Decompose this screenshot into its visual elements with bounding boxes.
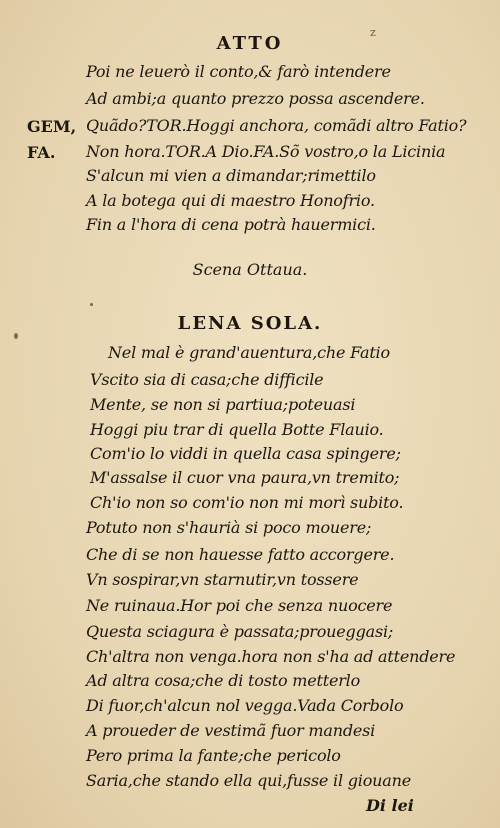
- scene-title: Scena Ottaua.: [192, 260, 308, 279]
- verse-line: Di fuor,ch'alcun nol vegga.Vada Corbolo: [86, 696, 404, 715]
- verse-line: Com'io lo viddi in quella casa spingere;: [90, 444, 401, 463]
- ink-speck: [90, 303, 93, 306]
- verse-line: Hoggi piu trar di quella Botte Flauio.: [90, 420, 384, 439]
- verse-line: M'assalse il cuor vna paura,vn tremito;: [90, 468, 400, 487]
- verse-line: Fin a l'hora di cena potrà hauermici.: [86, 215, 376, 234]
- speaker-heading: LENA SOLA.: [177, 313, 323, 334]
- verse-line: Mente, se non si partiua;poteuasi: [90, 395, 356, 414]
- verse-line: S'alcun mi vien a dimandar;rimettilo: [86, 166, 376, 185]
- verse-line: A la botega qui di maestro Honofrio.: [86, 191, 375, 210]
- corner-mark: z: [370, 26, 376, 39]
- verse-line: Ad altra cosa;che di tosto metterlo: [86, 671, 361, 690]
- verse-line: Vn sospirar,vn starnutir,vn tossere: [86, 570, 359, 589]
- margin-speaker-gem: GEM,: [27, 117, 77, 136]
- verse-line: Pero prima la fante;che pericolo: [86, 746, 341, 765]
- verse-line: Potuto non s'haurià si poco mouere;: [86, 518, 372, 537]
- verse-line: Questa sciagura è passata;proueggasi;: [86, 622, 394, 641]
- margin-speaker-fa: FA.: [27, 143, 56, 162]
- verse-line: Saria,che stando ella qui,fusse il giouane: [86, 771, 411, 790]
- verse-line: Non hora.TOR.A Dio.FA.Sõ vostro,o la Licinia: [86, 142, 446, 161]
- running-header: ATTO: [216, 33, 284, 54]
- verse-line: A proueder de vestimã fuor mandesi: [86, 721, 376, 740]
- verse-line: Poi ne leuerò il conto,& farò intendere: [86, 62, 391, 81]
- ink-speck: [14, 333, 18, 339]
- verse-line: Vscito sia di casa;che difficile: [90, 370, 324, 389]
- verse-line: Nel mal è grand'auentura,che Fatio: [108, 343, 390, 362]
- catchword: Di lei: [366, 796, 414, 815]
- verse-line: Ad ambi;a quanto prezzo possa ascendere.: [86, 89, 425, 108]
- verse-line: Quãdo?TOR.Hoggi anchora, comãdi altro Fatio?: [86, 116, 467, 135]
- verse-line: Ch'io non so com'io non mi morì subito.: [90, 493, 404, 512]
- verse-line: Ch'altra non venga.hora non s'ha ad attendere: [86, 647, 456, 666]
- verse-line: Che di se non hauesse fatto accorgere.: [86, 545, 395, 564]
- verse-line: Ne ruinaua.Hor poi che senza nuocere: [86, 596, 393, 615]
